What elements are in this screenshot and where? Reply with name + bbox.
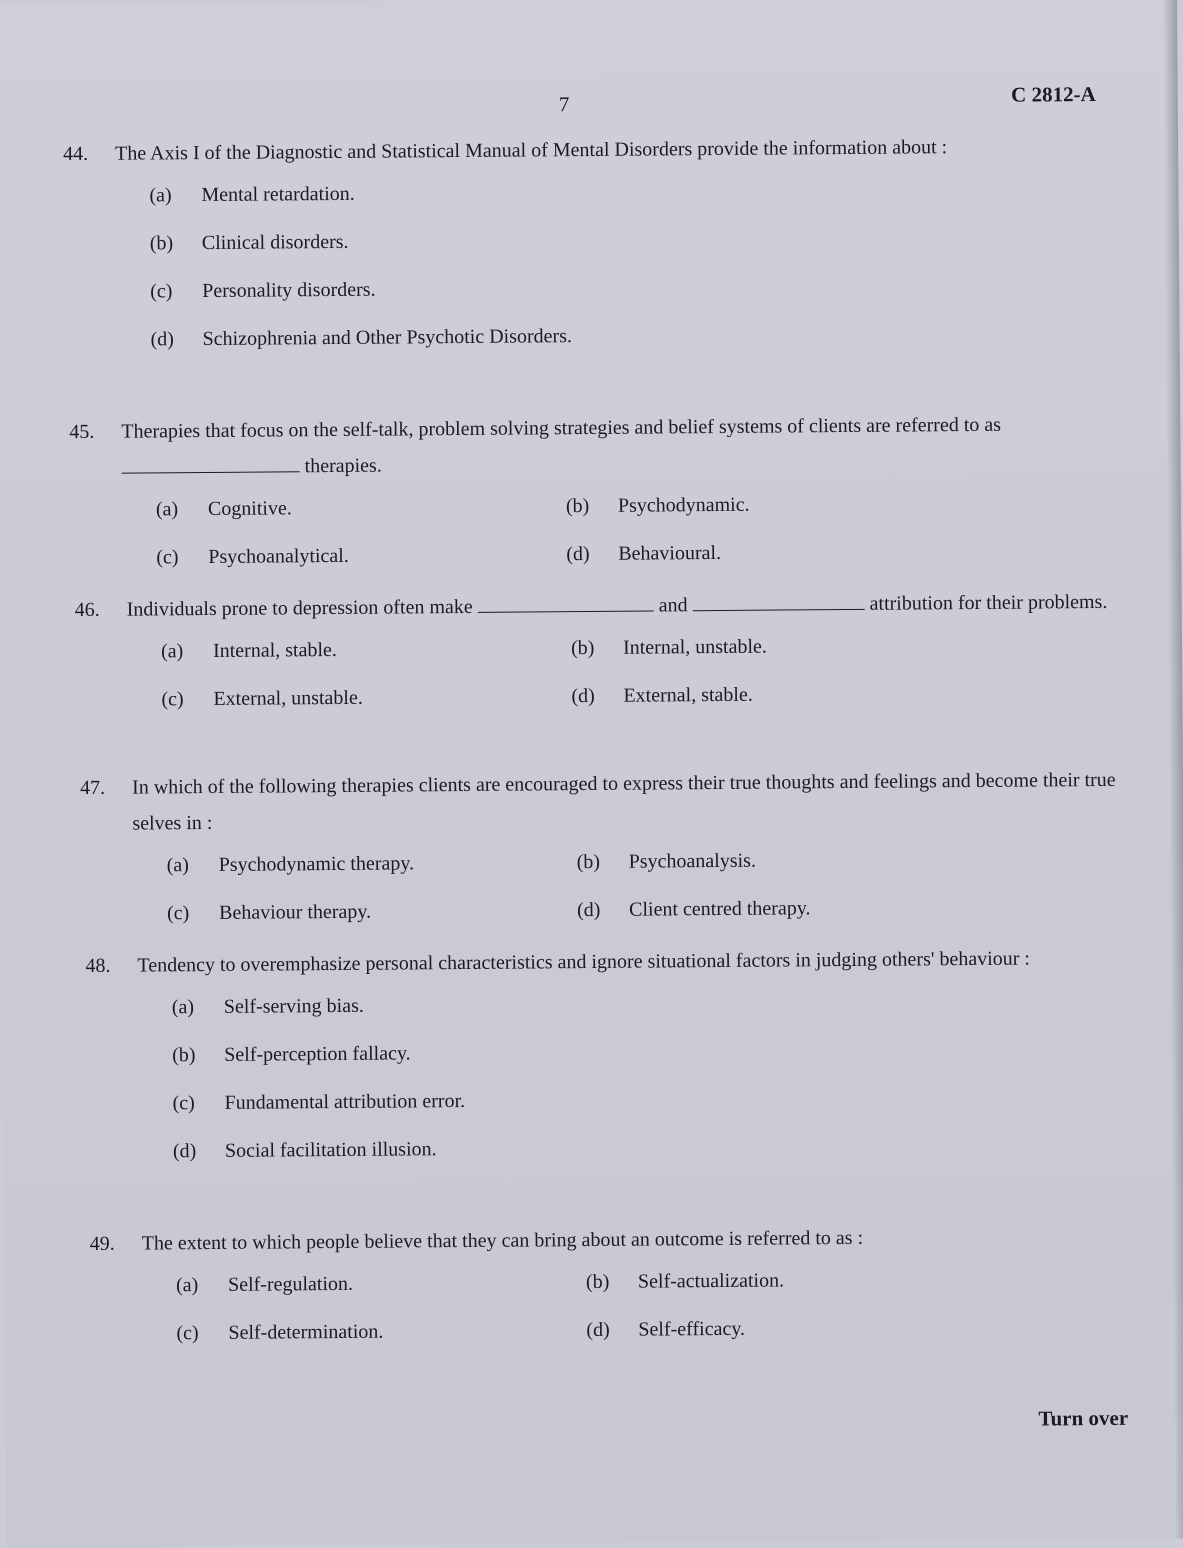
option-label: (d) — [577, 898, 601, 922]
option-c — [167, 894, 371, 932]
option-text: Mental retardation. — [201, 182, 355, 207]
options-list — [172, 982, 1129, 1182]
question-number: 48. — [85, 954, 111, 977]
option-text: Behaviour therapy. — [219, 900, 372, 924]
option-text: Schizophrenia and Other Psychotic Disorders. — [202, 325, 573, 351]
option-label: (d) — [172, 1140, 197, 1163]
question-text-before: Therapies that focus on the self-talk, problem solving strategies and belief systems of clients are referred to as — [121, 413, 1002, 443]
page-number: 7 — [558, 92, 570, 117]
paper-code: C 2812-A — [1011, 82, 1096, 107]
options-grid — [167, 840, 1124, 944]
option-label: (a) — [149, 184, 172, 207]
option-label: (c) — [156, 546, 179, 569]
option-text: External, unstable. — [213, 686, 363, 710]
option-text: Personality disorders. — [202, 278, 376, 303]
option-label: (c) — [167, 902, 190, 925]
option-d — [150, 314, 1106, 370]
option-label: (a) — [155, 498, 179, 521]
options-row — [167, 840, 1123, 896]
options-row — [156, 532, 1112, 588]
option-text: Clinical disorders. — [201, 230, 349, 255]
option-text: Self-actualization. — [637, 1269, 785, 1293]
options-row — [176, 1260, 1132, 1316]
option-d — [577, 890, 811, 928]
page-edge-shadow — [1163, 0, 1183, 1538]
option-d — [571, 677, 753, 714]
question-text-after: attribution for their problems. — [869, 590, 1108, 615]
option-label: (b) — [565, 495, 590, 518]
options-row — [161, 674, 1117, 730]
option-text: Fundamental attribution error. — [224, 1090, 466, 1114]
option-c — [161, 680, 363, 718]
option-c — [150, 266, 1106, 322]
question-text — [127, 584, 1117, 628]
option-label: (a) — [175, 1274, 199, 1297]
option-label: (a) — [160, 640, 184, 663]
option-label: (c) — [150, 280, 173, 303]
option-text: Self-serving bias. — [223, 994, 364, 1018]
option-text: Social facilitation illusion. — [224, 1138, 437, 1162]
question-text: The extent to which people believe that they can bring about an outcome is referred to as : — [141, 1226, 864, 1255]
question-number: 45. — [69, 420, 95, 444]
option-text: Psychoanalytical. — [208, 544, 349, 569]
options-grid — [176, 1260, 1133, 1364]
question-46 — [75, 584, 1118, 730]
option-text: Self-efficacy. — [638, 1317, 746, 1341]
option-text: External, stable. — [623, 683, 753, 707]
option-c — [156, 538, 349, 576]
option-label: (d) — [566, 543, 590, 566]
answer-blank — [693, 591, 865, 611]
option-b — [172, 1030, 1128, 1086]
option-text: Psychodynamic. — [617, 493, 750, 517]
option-label: (c) — [172, 1092, 195, 1115]
option-d — [566, 535, 721, 572]
question-45 — [69, 406, 1112, 588]
option-label: (a) — [171, 996, 195, 1019]
options-row — [167, 888, 1123, 944]
option-text: Self-determination. — [228, 1320, 384, 1344]
question-text: In which of the following therapies clients are encouraged to express their true thoughts and feelings and become their true selves in : — [132, 768, 1116, 835]
option-text: Self-perception fallacy. — [224, 1042, 411, 1066]
option-label: (b) — [576, 850, 601, 874]
option-a — [167, 845, 415, 883]
option-a — [161, 632, 337, 669]
options-list — [149, 170, 1106, 370]
option-b — [571, 629, 767, 667]
option-text: Psychoanalysis. — [628, 849, 757, 873]
question-number: 44. — [63, 142, 89, 166]
option-a — [176, 1266, 353, 1303]
option-text: Self-regulation. — [227, 1272, 354, 1296]
option-b — [150, 218, 1106, 274]
option-label: (c) — [176, 1322, 199, 1345]
option-a — [149, 170, 1105, 226]
options-row — [156, 484, 1112, 540]
question-47 — [80, 762, 1123, 944]
option-label: (b) — [585, 1270, 610, 1294]
question-text-after: therapies. — [304, 454, 382, 478]
turn-over-note: Turn over — [1038, 1405, 1129, 1431]
options-row — [176, 1308, 1132, 1364]
option-label: (d) — [150, 328, 175, 351]
question-number: 46. — [74, 598, 100, 622]
question-text — [121, 406, 1112, 486]
question-text-middle: and — [658, 594, 688, 617]
question-text: The Axis I of the Diagnostic and Statistical Manual of Mental Disorders provide the information about : — [115, 136, 948, 165]
option-a — [172, 982, 1128, 1038]
question-number: 49. — [89, 1232, 115, 1255]
options-grid — [161, 626, 1118, 730]
option-label: (d) — [586, 1318, 610, 1342]
option-label: (b) — [149, 232, 174, 255]
option-text: Client centred therapy. — [629, 897, 811, 921]
question-49 — [90, 1218, 1133, 1364]
answer-blank — [121, 453, 299, 473]
question-48 — [85, 940, 1129, 1182]
option-label: (c) — [161, 688, 184, 711]
option-c — [172, 1078, 1128, 1134]
option-text: Psychodynamic therapy. — [218, 852, 415, 876]
option-c — [176, 1314, 383, 1352]
option-b — [577, 843, 756, 880]
options-grid — [156, 484, 1113, 588]
option-d — [586, 1311, 745, 1348]
option-label: (a) — [166, 854, 190, 877]
option-text: Internal, stable. — [212, 638, 337, 662]
question-text-before: Individuals prone to depression often make — [126, 595, 473, 621]
option-b — [566, 487, 750, 524]
option-d — [173, 1126, 1129, 1182]
option-text: Internal, unstable. — [622, 635, 767, 659]
answer-blank — [478, 593, 654, 613]
option-label: (d) — [571, 684, 595, 708]
option-label: (b) — [570, 636, 595, 660]
option-text: Behavioural. — [618, 541, 722, 565]
question-44 — [63, 128, 1107, 370]
option-a — [156, 490, 292, 527]
option-b — [586, 1263, 784, 1301]
options-row — [161, 626, 1117, 682]
question-text: Tendency to overemphasize personal characteristics and ignore situational factors in judging others' behaviour : — [137, 947, 1031, 977]
option-label: (b) — [172, 1044, 196, 1067]
option-text: Cognitive. — [207, 497, 292, 521]
question-number: 47. — [80, 776, 106, 800]
